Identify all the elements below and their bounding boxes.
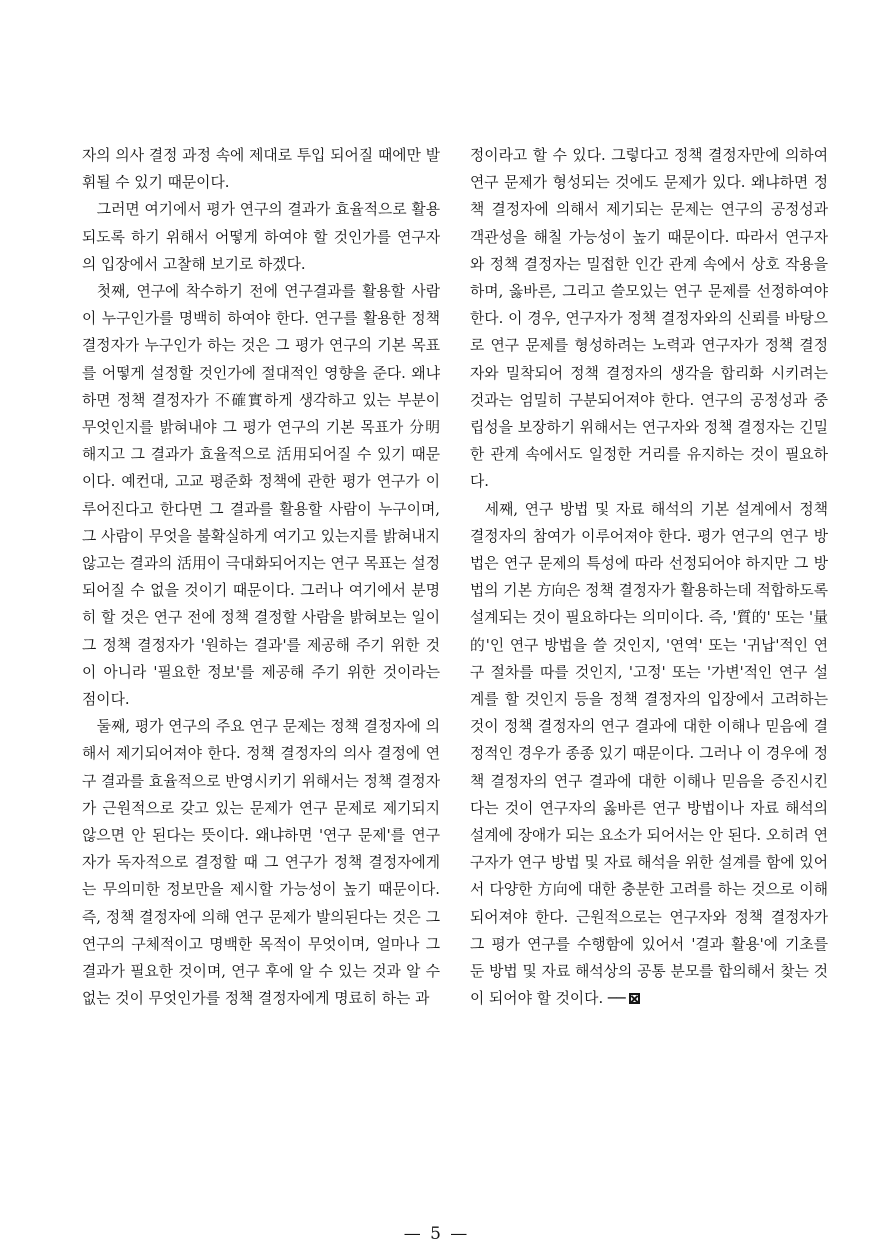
- paragraph-first-point: 첫째, 연구에 착수하기 전에 연구결과를 활용할 사람이 누구인가를 명백히 하여야 한다. 연구를 활용한 정책 결정자가 누구인가 하는 것은 그 평가 연구의 기본 목표를 어떻게 설정할 것인가에 절대적인 영향을 준다. 왜냐하면 정책 결정자가 不確實하게 생각하고 있는 부분이 무엇인지를 밝혀내야 그 평가 연구의 기본 목표가 分明해지고 그 결과가 효율적으로 活用되어질 수 있기 때문이다. 예컨대, 고교 평준화 정책에 관한 평가 연구가 이루어진다고 한다면 그 결과를 활용할 사람이 누구이며, 그 사람이 무엇을 불확실하게 여기고 있는지를 밝혀내지 않고는 결과의 活用이 극대화되어지는 연구 목표는 설정되어질 수 없을 것이기 때문이다. 그러나 여기에서 분명히 할 것은 연구 전에 정책 결정할 사람을 밝혀보는 일이 그 정책 결정자가 '원하는 결과'를 제공해 주기 위한 것이 아니라 '필요한 정보'를 제공해 주기 위한 것이라는 점이다.: [82, 283, 440, 709]
- paragraph-third-point-text: 세째, 연구 방법 및 자료 해석의 기본 설계에서 정책 결정자의 참여가 이루어져야 한다. 평가 연구의 연구 방법은 연구 문제의 특성에 따라 선정되어야 하지만 그 방법의 기본 方向은 정책 결정자가 활용하는데 적합하도록 설계되는 것이 필요하다는 의미이다. 즉, '質的' 또는 '量的'인 연구 방법을 쓸 것인지, '연역' 또는 '귀납'적인 연구 절차를 따를 것인지, '고정' 또는 '가변'적인 연구 설계를 할 것인지 등을 정책 결정자의 입장에서 고려하는 것이 정책 결정자의 연구 결과에 대한 이해나 믿음에 결정적인 경우가 종종 있기 때문이다. 그러나 이 경우에 정책 결정자의 연구 결과에 대한 이해나 믿음을 증진시킨다는 것이 연구자의 옳바른 연구 방법이나 자료 해석의 설계에 장애가 되는 요소가 되어서는 안 된다. 오히려 연구자가 연구 방법 및 자료 해석을 위한 설계를 함에 있어서 다양한 方向에 대한 충분한 고려를 하는 것으로 이해되어져야 한다. 근원적으로는 연구자와 정책 결정자가 그 평가 연구를 수행함에 있어서 '결과 활용'에 기초를 둔 방법 및 자료 해석상의 공통 분모를 합의해서 찾는 것이 되어야 할 것이다. ──: [470, 500, 828, 1008]
- paragraph-intro: 그러면 여기에서 평가 연구의 결과가 효율적으로 활용되도록 하기 위해서 어떻게 하여야 할 것인가를 연구자의 입장에서 고찰해 보기로 하겠다.: [82, 201, 440, 273]
- paragraph-second-point-continued: 정이라고 할 수 있다. 그렇다고 정책 결정자만에 의하여 연구 문제가 형성되는 것에도 문제가 있다. 왜냐하면 정책 결정자에 의해서 제기되는 문제는 연구의 공정성과 객관성을 해칠 가능성이 높기 때문이다. 따라서 연구자와 정책 결정자는 밀접한 인간 관계 속에서 상호 작용을 하며, 옳바른, 그리고 쓸모있는 연구 문제를 선정하여야 한다. 이 경우, 연구자가 정책 결정자와의 신뢰를 바탕으로 연구 문제를 형성하려는 노력과 연구자가 정책 결정자와 밀착되어 정책 결정자의 생각을 합리화 시키려는 것과는 엄밀히 구분되어져야 한다. 연구의 공정성과 중립성을 보장하기 위해서는 연구자와 정책 결정자는 긴밀한 관계 속에서도 일정한 거리를 유지하는 것이 필요하다.: [470, 147, 828, 491]
- page-number: — 5 —: [403, 1224, 470, 1244]
- left-text-column: [82, 142, 440, 1013]
- right-text-column: [470, 142, 828, 1013]
- end-mark-icon: [629, 993, 640, 1004]
- paragraph-second-point: 둘째, 평가 연구의 주요 연구 문제는 정책 결정자에 의해서 제기되어져야 한다. 정책 결정자의 의사 결정에 연구 결과를 효율적으로 반영시키기 위해서는 정책 결정자가 근원적으로 갖고 있는 문제가 연구 문제로 제기되지 않으면 안 된다는 뜻이다. 왜냐하면 '연구 문제'를 연구자가 독자적으로 결정할 때 그 연구가 정책 결정자에게는 무의미한 정보만을 제시할 가능성이 높기 때문이다. 즉, 정책 결정자에 의해 연구 문제가 발의된다는 것은 그 연구의 구체적이고 명백한 목적이 무엇이며, 얼마나 그 결과가 필요한 것이며, 연구 후에 알 수 있는 것과 알 수 없는 것이 무엇인가를 정책 결정자에게 명료히 하는 과: [82, 718, 440, 1008]
- paragraph-continuation: 자의 의사 결정 과정 속에 제대로 투입 되어질 때에만 발휘될 수 있기 때문이다.: [82, 147, 440, 192]
- paragraph-third-point: [470, 496, 828, 1013]
